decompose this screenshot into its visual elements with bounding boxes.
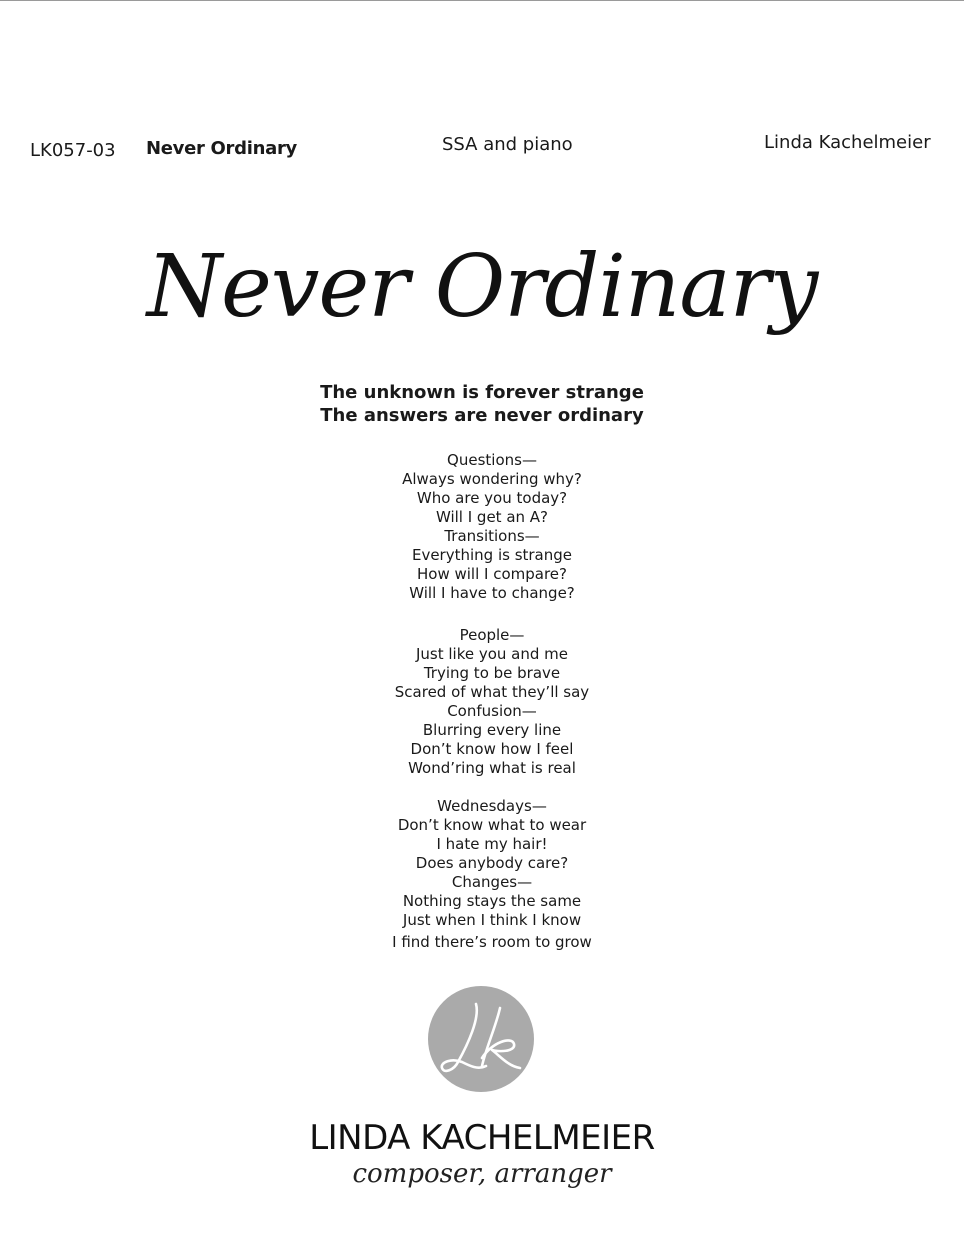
- lyric-line: Transitions—: [444, 527, 540, 545]
- lyric-line: Changes—: [451, 873, 533, 891]
- lyric-line: Don’t know how I feel: [410, 740, 574, 758]
- header-composer: Linda Kachelmeier: [764, 132, 931, 153]
- refrain-line: The answers are never ordinary: [320, 405, 644, 426]
- lyric-line: People—: [459, 626, 525, 644]
- brand-name: LINDA KACHELMEIER: [309, 1118, 655, 1158]
- lk-monogram-icon: [428, 986, 534, 1092]
- lyric-line: Always wondering why?: [402, 470, 582, 488]
- lyric-line: I find there’s room to grow: [392, 933, 592, 951]
- lyric-line: Confusion—: [447, 702, 537, 720]
- logo-circle: [428, 986, 534, 1092]
- lyric-line: Will I have to change?: [409, 584, 575, 602]
- lyric-line: Blurring every line: [422, 721, 562, 739]
- page-title: Never Ordinary: [146, 237, 818, 337]
- top-border-line: [0, 0, 964, 1]
- voicing: SSA and piano: [442, 134, 573, 155]
- lyric-line: Everything is strange: [411, 546, 573, 564]
- lyric-line: Scared of what they’ll say: [394, 683, 590, 701]
- refrain-line: The unknown is forever strange: [320, 382, 644, 403]
- lyric-line: Questions—: [447, 451, 537, 469]
- header-title: Never Ordinary: [146, 138, 297, 159]
- lyric-line: Wond’ring what is real: [408, 759, 576, 777]
- lyric-line: Don’t know what to wear: [397, 816, 587, 834]
- lyric-line: Just when I think I know: [402, 911, 582, 929]
- lyric-line: Will I get an A?: [435, 508, 549, 526]
- stanza-1: [0, 451, 964, 603]
- lyric-line: Wednesdays—: [437, 797, 547, 815]
- refrain: [0, 381, 964, 427]
- brand-role: composer, arranger: [352, 1159, 612, 1189]
- lyric-line: Who are you today?: [416, 489, 568, 507]
- lyric-line: How will I compare?: [417, 565, 567, 583]
- lyric-line: Just like you and me: [415, 645, 569, 663]
- lyric-line: Trying to be brave: [423, 664, 561, 682]
- lyric-line: I hate my hair!: [436, 835, 548, 853]
- catalog-number: LK057-03: [30, 140, 116, 161]
- lyric-line: Nothing stays the same: [402, 892, 582, 910]
- stanza-3: [0, 797, 964, 952]
- lyric-line: Does anybody care?: [415, 854, 569, 872]
- stanza-2: [0, 626, 964, 778]
